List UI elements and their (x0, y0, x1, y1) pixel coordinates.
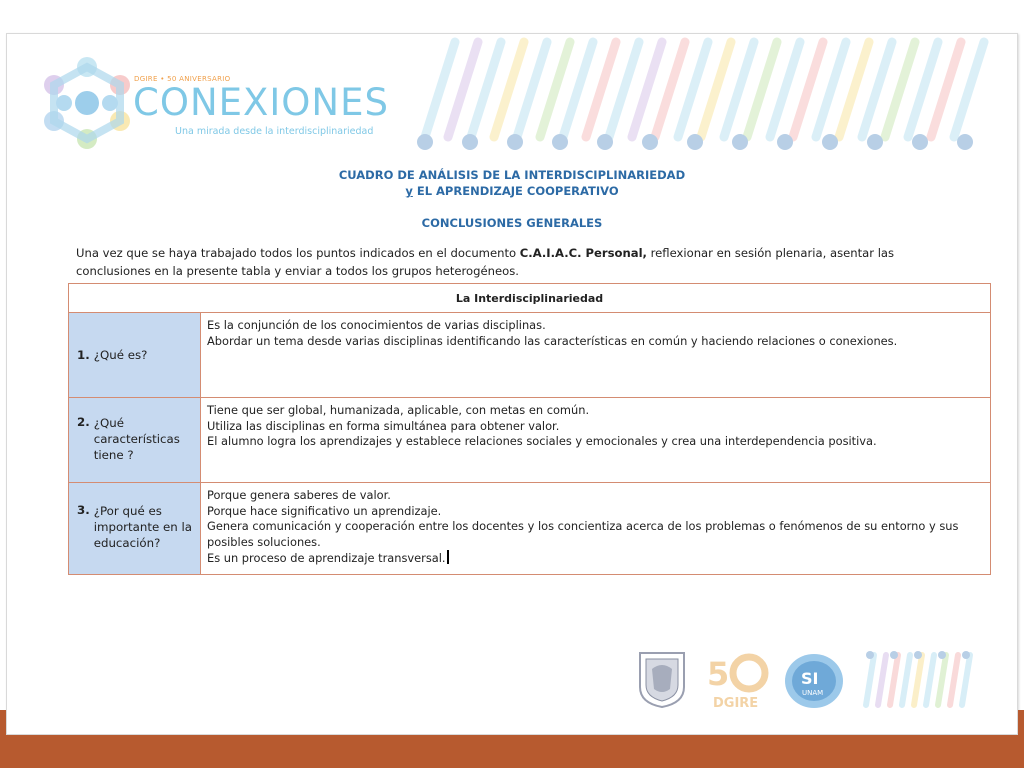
answer-line: Genera comunicación y cooperación entre los docentes y los concientiza acerca de los problemas o fenómenos de su entorno y sus posibles soluciones. (207, 519, 959, 549)
svg-text:5: 5 (707, 655, 730, 693)
answer-line: Es un proceso de aprendizaje transversal. (207, 551, 446, 566)
answer-line: Porque genera saberes de valor. (207, 488, 391, 502)
question-text: ¿Qué es? (93, 348, 148, 362)
answer-line: Abordar un tema desde varias disciplinas identificando las características en común y haciendo relaciones o conexiones. (207, 333, 898, 348)
dgire-50-logo-icon (703, 651, 775, 709)
question-number: 2. (77, 415, 90, 429)
question-number: 1. (77, 348, 90, 362)
subtitle-conjunction: y (405, 184, 413, 198)
answer-cell[interactable] (201, 483, 990, 574)
footer-stripes-icon (860, 649, 975, 711)
question-cell (69, 483, 201, 574)
bottom-bar (0, 735, 1024, 768)
left-accent (0, 710, 6, 735)
intro-paragraph (76, 244, 956, 280)
text-cursor (447, 550, 449, 564)
intro-text-after: reflexionar en sesión plenaria, asentar las conclusiones en la presente tabla y enviar a todos los grupos heterogéneos. (76, 246, 895, 278)
logo-subtitle: Una mirada desde la interdisciplinariedad (175, 126, 374, 137)
si-sub-text: UNAM (802, 689, 824, 697)
conexiones-logo-icon (42, 55, 132, 151)
question-line: ¿Qué (93, 416, 124, 430)
dgire-text: DGIRE (713, 696, 759, 709)
logo-tagline: DGIRE • 50 ANIVERSARIO (134, 75, 231, 83)
si-text: SI (801, 669, 819, 688)
answer-line: Utiliza las disciplinas en forma simultánea para obtener valor. (207, 418, 560, 433)
logo-title: CONEXIONES (133, 81, 389, 124)
answer-line: Porque hace significativo un aprendizaje. (207, 503, 442, 518)
question-line: tiene ? (93, 448, 134, 462)
question-number: 3. (77, 503, 90, 517)
subtitle-text: EL APRENDIZAJE COOPERATIVO (412, 184, 619, 198)
answer-line: Tiene que ser global, humanizada, aplicable, con metas en común. (207, 403, 590, 417)
si-unam-logo-icon (783, 652, 845, 710)
intro-text-before: Una vez que se haya trabajado todos los puntos indicados en el documento (76, 246, 520, 260)
right-accent (1018, 710, 1024, 735)
answer-cell[interactable] (201, 398, 990, 482)
question-cell (69, 398, 201, 482)
answer-cell[interactable] (201, 313, 990, 397)
question-line: ¿Por qué es (93, 504, 162, 518)
intro-document-name: C.A.I.A.C. Personal, (519, 246, 647, 260)
answer-line: Es la conjunción de los conocimientos de varias disciplinas. (207, 318, 546, 332)
document-subtitle (0, 184, 1024, 198)
table-row (69, 313, 990, 398)
table-header: La Interdisciplinariedad (69, 284, 990, 313)
answer-line-with-cursor (207, 550, 984, 567)
decorative-stripes (410, 37, 1000, 153)
unam-seal-icon (636, 649, 688, 709)
table-row (69, 483, 990, 574)
question-cell (69, 313, 201, 397)
document-title: CUADRO DE ANÁLISIS DE LA INTERDISCIPLINARIEDAD (338, 168, 686, 182)
answer-line: El alumno logra los aprendizajes y establece relaciones sociales y emocionales y crea una interdependencia positiva. (207, 434, 877, 449)
section-title: CONCLUSIONES GENERALES (421, 216, 603, 230)
question-line: características (93, 432, 180, 446)
table-row (69, 398, 990, 483)
conclusions-table (68, 283, 991, 575)
question-line: educación? (93, 536, 161, 550)
question-line: importante en la (93, 520, 192, 534)
